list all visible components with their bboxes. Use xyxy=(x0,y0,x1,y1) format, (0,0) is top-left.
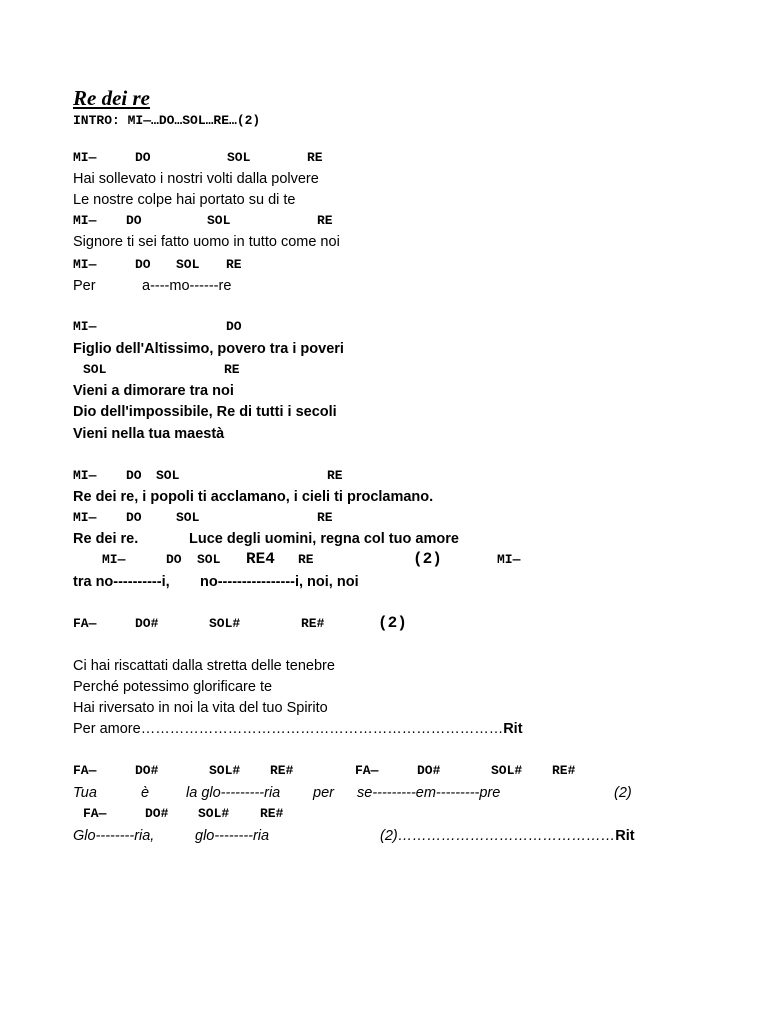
lyric-fragment: la glo---------ria xyxy=(186,785,281,801)
chord: MI— xyxy=(497,552,521,567)
finale-lyric-1 xyxy=(73,786,673,804)
chord: MI— xyxy=(73,510,97,525)
bridge-chords-2 xyxy=(73,363,673,381)
bridge-chords-1 xyxy=(73,320,673,338)
chord: DO xyxy=(135,150,151,165)
repeat-marker: (2) xyxy=(378,614,407,632)
verse1-lyric-2: Le nostre colpe hai portato su di te xyxy=(73,192,296,208)
finale-lyric-2 xyxy=(73,829,673,847)
chord: RE# xyxy=(552,763,576,778)
chord: MI— xyxy=(73,150,97,165)
rit-marker: Rit xyxy=(503,721,523,737)
repeat-marker: (2) xyxy=(413,550,442,568)
bridge-lyric-2: Vieni a dimorare tra noi xyxy=(73,383,234,399)
lyric-fragment: a----mo------re xyxy=(142,278,232,294)
lyric-fragment: per xyxy=(313,785,334,801)
chord: MI— xyxy=(73,213,97,228)
chord: DO# xyxy=(135,616,159,631)
verse1-chords-1 xyxy=(73,151,673,169)
chord: RE xyxy=(307,150,323,165)
lyric-fragment: Re dei re. xyxy=(73,531,139,547)
repeat-marker: (2) xyxy=(614,785,632,801)
chord: SOL# xyxy=(491,763,523,778)
chord: MI— xyxy=(102,552,126,567)
finale-chords-2 xyxy=(73,807,673,825)
chord: DO xyxy=(126,213,142,228)
chord: DO# xyxy=(145,806,169,821)
chord: FA— xyxy=(83,806,107,821)
chord: SOL xyxy=(197,552,221,567)
chord: DO# xyxy=(417,763,441,778)
chord: FA— xyxy=(355,763,379,778)
chorus-lyric-3 xyxy=(73,575,673,593)
chorus-chords-3 xyxy=(73,550,673,571)
lyric-fragment: tra no----------i, xyxy=(73,574,170,590)
chord: SOL xyxy=(176,510,200,525)
verse1-chords-2 xyxy=(73,214,673,232)
chord: RE xyxy=(298,552,314,567)
chord: SOL# xyxy=(209,763,241,778)
chord: RE xyxy=(327,468,343,483)
chord: DO# xyxy=(135,763,159,778)
intro-line xyxy=(73,114,260,127)
lyric-fragment xyxy=(380,829,635,844)
chord: FA— xyxy=(73,763,97,778)
chord: DO xyxy=(166,552,182,567)
chord: DO xyxy=(226,319,242,334)
chorus-lyric-1: Re dei re, i popoli ti acclamano, i cieli ti proclamano. xyxy=(73,489,434,505)
bridge-lyric-4: Vieni nella tua maestà xyxy=(73,426,225,442)
interlude-chords xyxy=(73,614,673,635)
chord: MI— xyxy=(73,319,97,334)
verse1-chords-3 xyxy=(73,258,673,276)
chord: FA— xyxy=(73,616,97,631)
chord: RE xyxy=(317,510,333,525)
verse2-lyric-4 xyxy=(73,722,523,737)
chord: RE xyxy=(226,257,242,272)
verse2-lyric-3: Hai riversato in noi la vita del tuo Spirito xyxy=(73,700,328,716)
finale-chords-1 xyxy=(73,764,673,782)
chord: RE# xyxy=(301,616,325,631)
chorus-chords-1 xyxy=(73,469,673,487)
bridge-lyric-3: Dio dell'impossibile, Re di tutti i secoli xyxy=(73,404,337,420)
verse2-lyric-2: Perché potessimo glorificare te xyxy=(73,679,273,695)
rit-marker: Rit xyxy=(615,828,635,844)
lyric-fragment: Luce degli uomini, regna col tuo amore xyxy=(189,531,459,547)
verse1-lyric-3: Signore ti sei fatto uomo in tutto come noi xyxy=(73,234,340,250)
chord: RE# xyxy=(270,763,294,778)
chord: SOL# xyxy=(198,806,230,821)
chord: RE xyxy=(317,213,333,228)
chord: SOL xyxy=(83,362,107,377)
chord: MI— xyxy=(73,257,97,272)
chord: SOL# xyxy=(209,616,241,631)
chord: SOL xyxy=(227,150,251,165)
verse1-lyric-4 xyxy=(73,279,673,297)
chord: RE# xyxy=(260,806,284,821)
lyric-fragment: Per xyxy=(73,278,96,294)
chord: SOL xyxy=(156,468,180,483)
lyric-fragment: (2)……………………………………… xyxy=(380,828,616,844)
lyric-fragment: è xyxy=(141,785,150,801)
chord: RE xyxy=(224,362,240,377)
chorus-chords-2 xyxy=(73,511,673,529)
chord: MI— xyxy=(73,468,97,483)
lyric-fragment: se---------em---------pre xyxy=(357,785,501,801)
lyric-fragment: no----------------i, noi, noi xyxy=(200,574,359,590)
chord: DO xyxy=(135,257,151,272)
chord: DO xyxy=(126,510,142,525)
lyric-fragment: glo--------ria xyxy=(195,828,270,844)
chorus-lyric-2 xyxy=(73,532,673,550)
chord: SOL xyxy=(176,257,200,272)
chord: RE4 xyxy=(246,550,275,568)
song-title: Re dei re xyxy=(73,86,150,110)
verse2-lyric-1: Ci hai riscattati dalla stretta delle tenebre xyxy=(73,658,335,674)
bridge-lyric-1: Figlio dell'Altissimo, povero tra i poveri xyxy=(73,341,344,357)
chord: DO xyxy=(126,468,142,483)
lyric-fragment: Glo--------ria, xyxy=(73,828,155,844)
verse1-lyric-1: Hai sollevato i nostri volti dalla polvere xyxy=(73,171,319,187)
intro-chords: INTRO: MI—…DO…SOL…RE…(2) xyxy=(73,113,261,128)
chord: SOL xyxy=(207,213,231,228)
lyric-fragment: Per amore………………………………………………………………… xyxy=(73,721,504,737)
lyric-fragment: Tua xyxy=(73,785,97,801)
